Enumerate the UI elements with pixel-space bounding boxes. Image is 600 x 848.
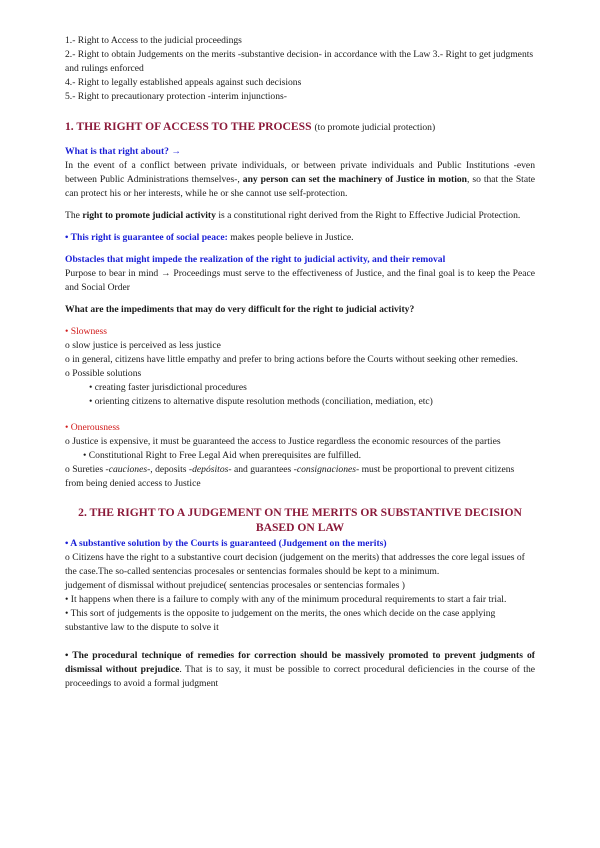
paragraph-opposite-judgement: • This sort of judgements is the opposite to judgement on the merits, the ones which decide on the case applying substantive law to the dispute to solve it	[65, 608, 496, 633]
onerousness-point-1: o Justice is expensive, it must be guaranteed the access to Justice regardless the economic resources of the parties	[65, 436, 501, 447]
intro-item-4: 4.- Right to legally established appeals against such decisions	[65, 77, 302, 88]
intro-item-1: 1.- Right to Access to the judicial proceedings	[65, 35, 242, 46]
obstacles-heading: Obstacles that might impede the realization of the right to judicial activity, and their removal	[65, 254, 446, 265]
section-1-title: 1. THE RIGHT OF ACCESS TO THE PROCESS	[65, 120, 312, 133]
solution-2: • orienting citizens to alternative dispute resolution methods (conciliation, mediation, etc)	[89, 396, 433, 407]
paragraph-conflict: In the event of a conflict between private individuals, or between private individuals and Public Institutions -even between Public Administrations themselves-, any person can set the machinery of Justice in motion, so that the State can protect his or her interests, while he or she cannot use self-protection.	[65, 160, 536, 199]
intro-item-2: 2.- Right to obtain Judgements on the merits -substantive decision- in accordance with the Law 3.- Right to get judgments and rulings enforced	[65, 49, 534, 74]
paragraph-failure-to-comply: • It happens when there is a failure to comply with any of the minimum procedural requirements to start a fair trial.	[65, 594, 507, 605]
onerousness-heading: • Onerousness	[65, 422, 120, 433]
paragraph-dismissal-definition: judgement of dismissal without prejudice( sentencias procesales or sentencias formales )	[65, 580, 405, 591]
section-1-heading	[65, 119, 535, 135]
obstacles-text: Purpose to bear in mind → Proceedings must serve to the effectiveness of Justice, and the final goal is to keep the Peace and Social Order	[65, 268, 535, 293]
paragraph-right-to-promote: The right to promote judicial activity is a constitutional right derived from the Right to Effective Judicial Protection.	[65, 210, 521, 221]
question-what-is-right: What is that right about? →	[65, 146, 181, 157]
solution-1: • creating faster jurisdictional procedures	[89, 382, 247, 393]
paragraph-remedies-correction: • The procedural technique of remedies for correction should be massively promoted to prevent judgments of dismissal without prejudice. That is to say, it must be possible to correct procedural deficiencies in the course of the proceedings to avoid a formal judgment	[65, 650, 536, 689]
onerousness-point-2: • Constitutional Right to Free Legal Aid when prerequisites are fulfilled.	[83, 450, 362, 461]
slowness-point-3: o Possible solutions	[65, 368, 142, 379]
substantive-solution-heading: • A substantive solution by the Courts is guaranteed (Judgement on the merits)	[65, 538, 387, 549]
paragraph-social-peace: • This right is guarantee of social peace: makes people believe in Justice.	[65, 232, 354, 243]
impediments-question: What are the impediments that may do very difficult for the right to judicial activity?	[65, 304, 415, 315]
section-1-subtitle: (to promote judicial protection)	[314, 122, 436, 133]
slowness-heading: • Slowness	[65, 326, 108, 337]
slowness-point-2: o in general, citizens have little empathy and prefer to bring actions before the Courts without seeking other remedies.	[65, 354, 518, 365]
onerousness-point-3: o Sureties -cauciones-, deposits -depósitos- and guarantees -consignaciones- must be proportional to prevent citizens from being denied access to Justice	[65, 464, 515, 489]
section-2-heading: 2. THE RIGHT TO A JUDGEMENT ON THE MERITS OR SUBSTANTIVE DECISION BASED ON LAW	[78, 506, 522, 534]
paragraph-citizens-right: o Citizens have the right to a substantive court decision (judgement on the merits) that addresses the core legal issues of the case.The so-called sentencias procesales or sentencias formales should be kept to a minimum.	[65, 552, 525, 577]
slowness-point-1: o slow justice is perceived as less justice	[65, 340, 221, 351]
document-page	[65, 34, 535, 691]
intro-item-5: 5.- Right to precautionary protection -interim injunctions-	[65, 91, 287, 102]
